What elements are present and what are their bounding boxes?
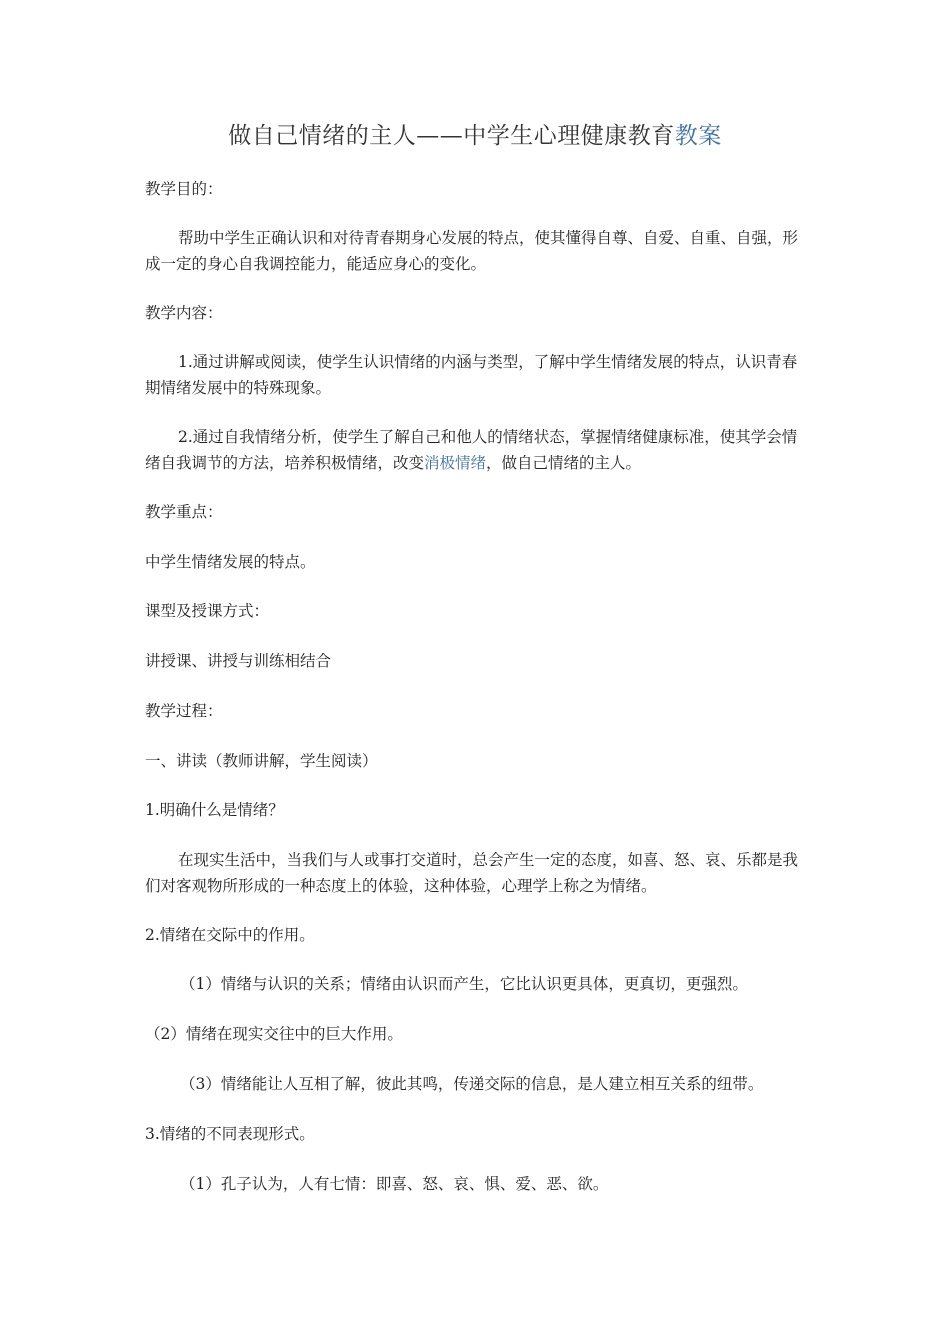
heading-teaching-content: 教学内容：	[145, 304, 223, 322]
paragraph-emotion-role-3: （3）情绪能让人互相了解，彼此其鸣，传递交际的信息，是人建立相互关系的纽带。	[180, 1075, 764, 1093]
paragraph-teaching-purpose: 帮助中学生正确认识和对待青春期身心发展的特点，使其懂得自尊、自爱、自重、自强，形成一定的身心自我调控能力，能适应身心的变化。	[145, 229, 799, 273]
paragraph-emotion-forms-1: （1）孔子认为，人有七情：即喜、怒、哀、惧、爱、恶、欲。	[180, 1175, 609, 1193]
link-negative-emotion[interactable]: 消极情绪	[424, 454, 487, 472]
content-item-2-text-b: ，做自己情绪的主人。	[486, 454, 642, 472]
section-one-heading: 一、讲读（教师讲解，学生阅读）	[145, 752, 378, 770]
content-item-2-text-a: 2.通过自我情绪分析，使学生了解自己和他人的情绪状态，掌握情绪健康标准，使其学会情绪自我调节的方法，培养积极情绪，改变	[145, 428, 798, 472]
heading-teaching-process: 教学过程：	[145, 702, 223, 720]
paragraph-lesson-type: 讲授课、讲授与训练相结合	[145, 652, 332, 670]
heading-teaching-purpose: 教学目的：	[145, 180, 223, 198]
paragraph-emotion-role-1: （1）情绪与认识的关系；情绪由认识而产生，它比认识更具体，更真切，更强烈。	[180, 975, 748, 993]
title-link-lesson-plan[interactable]: 教案	[674, 123, 722, 149]
title-main: 做自己情绪的主人——中学生心理健康教育	[228, 123, 675, 149]
heading-teaching-focus: 教学重点：	[145, 503, 223, 521]
item-2-heading: 2.情绪在交际中的作用。	[145, 926, 315, 944]
paragraph-emotion-role-2: （2）情绪在现实交往中的巨大作用。	[145, 1025, 403, 1043]
paragraph-content-item-1: 1.通过讲解或阅读，使学生认识情绪的内涵与类型，了解中学生情绪发展的特点，认识青春期情绪发展中的特殊现象。	[145, 353, 798, 397]
item-1-heading: 1.明确什么是情绪？	[145, 801, 284, 819]
paragraph-emotion-definition: 在现实生活中，当我们与人或事打交道时，总会产生一定的态度，如喜、怒、哀、乐都是我们对客观物所形成的一种态度上的体验，这种体验，心理学上称之为情绪。	[145, 851, 799, 895]
heading-lesson-type: 课型及授课方式：	[145, 602, 270, 620]
item-3-heading: 3.情绪的不同表现形式。	[145, 1125, 315, 1143]
document-title	[0, 118, 950, 154]
paragraph-content-item-2	[145, 424, 810, 476]
paragraph-teaching-focus: 中学生情绪发展的特点。	[145, 553, 316, 571]
